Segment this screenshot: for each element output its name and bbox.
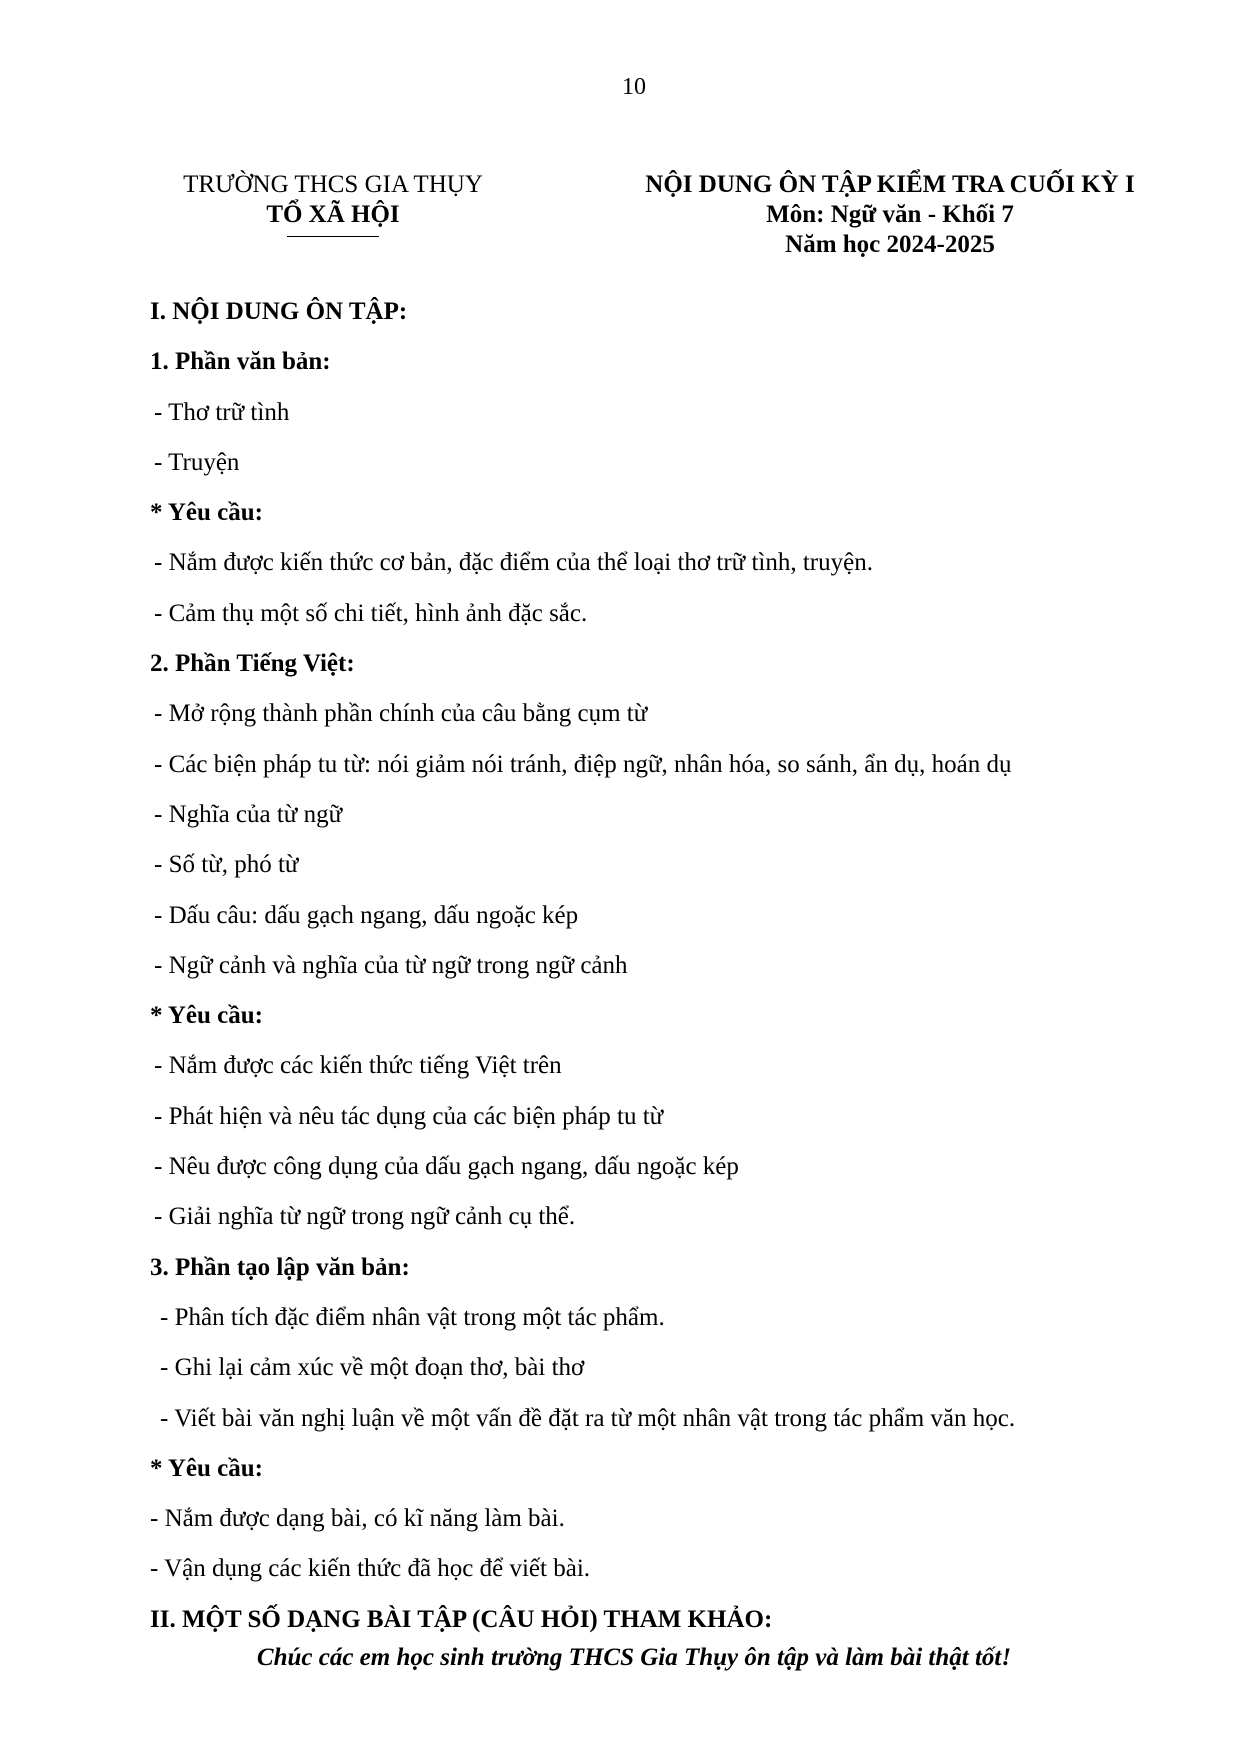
list-item: - Ghi lại cảm xúc về một đoạn thơ, bài thơ <box>160 1354 585 1382</box>
school-header <box>168 170 498 237</box>
document-header <box>600 170 1180 260</box>
list-item: - Phát hiện và nêu tác dụng của các biện pháp tu từ <box>154 1102 664 1130</box>
list-item: - Ngữ cảnh và nghĩa của từ ngữ trong ngữ cảnh <box>154 951 628 979</box>
requirement-heading: * Yêu cầu: <box>150 1454 263 1482</box>
list-item: - Các biện pháp tu từ: nói giảm nói tránh, điệp ngữ, nhân hóa, so sánh, ẩn dụ, hoán dụ <box>154 750 1012 778</box>
list-item: - Cảm thụ một số chi tiết, hình ảnh đặc sắc. <box>154 599 588 627</box>
document-title: NỘI DUNG ÔN TẬP KIỂM TRA CUỐI KỲ I <box>645 171 1135 198</box>
subject-line: Môn: Ngữ văn - Khối 7 <box>766 201 1014 228</box>
part-heading: 3. Phần tạo lập văn bản: <box>150 1253 410 1281</box>
requirement-heading: * Yêu cầu: <box>150 1002 263 1030</box>
document-body <box>150 294 1160 1652</box>
requirement-heading: * Yêu cầu: <box>150 499 263 527</box>
list-item: - Nêu được công dụng của dấu gạch ngang, dấu ngoặc kép <box>154 1153 739 1181</box>
list-item: - Giải nghĩa từ ngữ trong ngữ cảnh cụ thể. <box>154 1203 576 1231</box>
header-underline <box>287 236 379 237</box>
section-heading: II. MỘT SỐ DẠNG BÀI TẬP (CÂU HỎI) THAM KHẢO: <box>150 1605 773 1633</box>
list-item: - Phân tích đặc điểm nhân vật trong một tác phẩm. <box>160 1303 665 1331</box>
part-heading: 1. Phần văn bản: <box>150 348 331 376</box>
list-item: - Viết bài văn nghị luận về một vấn đề đặt ra từ một nhân vật trong tác phẩm văn học. <box>160 1404 1016 1432</box>
list-item: - Nắm được dạng bài, có kĩ năng làm bài. <box>150 1505 565 1533</box>
closing-message: Chúc các em học sinh trường THCS Gia Thụy ôn tập và làm bài thật tốt! <box>256 1644 1012 1671</box>
list-item: - Dấu câu: dấu gạch ngang, dấu ngoặc kép <box>154 901 579 929</box>
list-item: - Nghĩa của từ ngữ <box>154 800 343 828</box>
page-number: 10 <box>622 74 646 100</box>
list-item: - Truyện <box>154 448 240 476</box>
list-item: - Thơ trữ tình <box>154 398 290 426</box>
school-year: Năm học 2024-2025 <box>785 231 995 258</box>
list-item: - Mở rộng thành phần chính của câu bằng cụm từ <box>154 700 648 728</box>
list-item: - Vận dụng các kiến thức đã học để viết bài. <box>150 1555 591 1583</box>
department-name: TỔ XÃ HỘI <box>266 201 400 228</box>
list-item: - Số từ, phó từ <box>154 851 299 879</box>
list-item: - Nắm được kiến thức cơ bản, đặc điểm của thể loại thơ trữ tình, truyện. <box>154 549 873 577</box>
school-name: TRƯỜNG THCS GIA THỤY <box>183 171 483 198</box>
list-item: - Nắm được các kiến thức tiếng Việt trên <box>154 1052 562 1080</box>
part-heading: 2. Phần Tiếng Việt: <box>150 650 355 678</box>
section-heading: I. NỘI DUNG ÔN TẬP: <box>150 298 408 325</box>
